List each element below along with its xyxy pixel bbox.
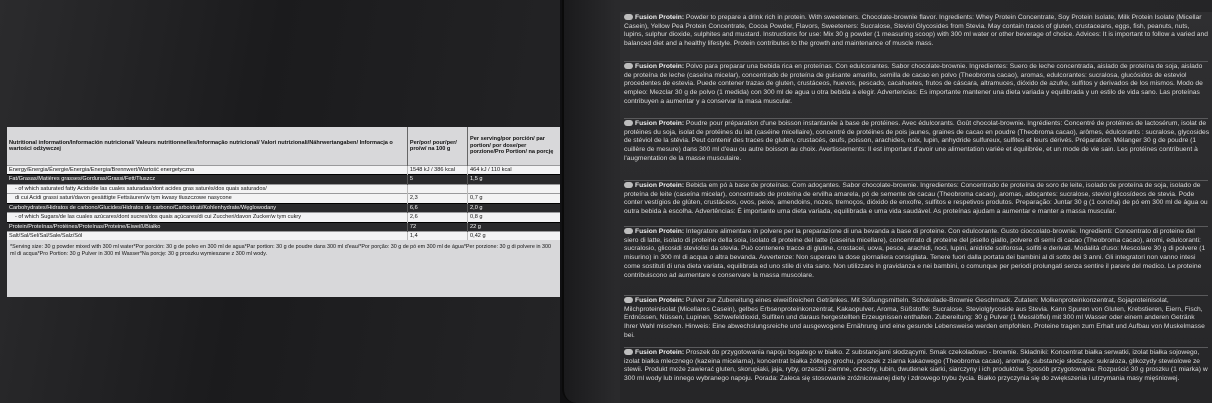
nutrient-label: - of which Sugars/de las cuales azúcares/dont sucres/dos quais açúcares/di cui Zuccheri/davon Zucker/w tym cukry (15, 214, 302, 221)
section-divider (624, 118, 1208, 119)
ingredient-paragraph (624, 120, 1210, 180)
product-name: Fusion Protein: (635, 297, 685, 304)
nutrient-label: di cui Acidi grassi saturi/davon gesättigte Fettsäuren/w tym kwasy tłuszczowe nasycone (15, 195, 232, 202)
nutrient-per100-value: 2,3 (407, 194, 467, 203)
nutrition-rows (7, 166, 560, 241)
country-flag-icon (624, 63, 633, 69)
ingredient-paragraph (624, 349, 1210, 403)
ingredient-text: Pulver zur Zubereitung eines eiweißreichen Getränkes. Mit Süßungsmitteln. Schokolade-Brownie Geschmack. Zutaten: Molkenproteinkonzentrat, Sojaproteinisolat, Milchproteinisolat (Micellares Casein), gelbes Erbsenproteinkonzentrat, Kakaopulver, Aroma, Süßstoffe: Sucralose, Steviolglycoside aus Stevia. Kann Spuren von Gluten, Krebstieren, Eiern, Fisch, Erdnüssen, Nüssen, Lupinen, Schwefeldioxid, Sulfiten und daraus hergestellten Erzeugnissen enthalten. Zubereitung: 30 g Pulver (1 Messlöffel) mit 300 ml Wasser oder einem anderen Getränk Ihrer Wahl mischen. Hinweis: Eine abwechslungsreiche und ausgewogene Ernährung und eine gesunde Lebensweise werden empfohlen. Proteine tragen zum Erhalt und Aufbau von Muskelmasse bei. (624, 297, 1205, 339)
nutrition-row (7, 194, 560, 203)
nutrient-per100-value: 1548 kJ / 386 kcal (407, 166, 467, 175)
product-name: Fusion Protein: (635, 14, 685, 21)
nutrient-label: Carbohydrates/Hidratos de carbono/Glucides/Hidratos de carbono/Carboidrati/Kohlenhydrate/Węglowodany (7, 203, 407, 212)
country-flag-icon (624, 182, 633, 188)
ingredient-paragraph (624, 63, 1210, 117)
nutrient-serving-value: 0,7 g (468, 194, 560, 203)
product-name: Fusion Protein: (635, 120, 685, 127)
nutrition-row (7, 213, 560, 222)
product-name: Fusion Protein: (635, 63, 685, 70)
nutrient-serving-value: 464 kJ / 110 kcal (468, 166, 560, 175)
nutrient-serving-value: 0,42 g (468, 231, 560, 240)
product-name: Fusion Protein: (635, 182, 685, 189)
country-flag-icon (624, 228, 633, 234)
product-name: Fusion Protein: (635, 228, 685, 235)
nutrition-header-serving: Per serving/por porción/ par portion/ por dose/per porzione/Pro Portion/ na porcję (468, 127, 560, 166)
nutrition-header-label: Nutritional information/Información nutricional/ Valeurs nutritionnelles/Informação nutricional/ Valori nutrizionali/Nährwertangaben/ Informacja o wartości odżywczej (9, 139, 393, 152)
section-divider (624, 295, 1208, 296)
nutrient-serving-value: 0,8 g (468, 213, 560, 222)
nutrition-header-per100: Per/por/ pour/per/ pro/w/ na 100 g (407, 127, 467, 166)
ingredient-text: Integratore alimentare in polvere per la preparazione di una bevanda a base di proteine. Con edulcorante. Gusto cioccolato-brownie. Ingredienti: Concentrato di proteine del siero di latte, isolato di proteine della soia, isolato di proteine del latte (caseina micellare), concentrato di proteine del pisello giallo, polvere di semi di cacao (Theobroma cacao), aromi, edulcoranti: sucralosio, glicosidi steviolici da stevia. Può contenere tracce di glutine, crostacei, uova, pesce, arachidi, noci, lupini, anidride solforosa, solfiti e derivati. Modalità d'uso: Mescolare 30 g di polvere (1 misurino) in 300 ml di acqua o altra bevanda. Avvertenze: Non superare la dose giornaliera consigliata. Tenere fuori dalla portata dei bambini al di sotto dei 3 anni. Gli integratori non vanno intesi come sostituti di una dieta variata, equilibrata ed uno stile di vita sano. Non utilizzare in gravidanza e nei bambini, o comunque per periodi prolungati senza sentire il parere del medico. Le proteine contribuiscono ad aumentare e conservare la massa muscolare. (624, 228, 1206, 279)
nutrient-label: Protein/Proteínas/Protéines/Proteínas/Proteine/Eiweiß/Białko (7, 222, 407, 231)
nutrient-serving-value: 2,0 g (468, 203, 560, 212)
nutrient-per100-value: 5 (407, 175, 467, 184)
nutrient-label: Salt/Sal/Sel/Sal/Sale/Salz/Sól (9, 232, 83, 239)
nutrition-row (7, 231, 560, 240)
nutrient-per100-value: 72 (407, 222, 467, 231)
ingredient-paragraph (624, 182, 1210, 226)
ingredient-paragraph (624, 297, 1210, 347)
ingredient-text: Polvo para preparar una bebida rica en proteínas. Con edulcorantes. Sabor chocolate-brownie. Ingredientes: Suero de leche concentrada, aislado de proteína de soja, aislado de proteína de leche (caseína micelar), concentrado de proteína de guisante amarillo, semilla de cacao en polvo (Theobroma cacao), aromas, edulcorantes: sucralosa, glucósidos de esteviol procedentes de estevia. Puede contener trazas de gluten, crustáceos, huevos, pescado, cacahuetes, frutos de cáscara, altramuces, dióxido de azufre, sulfitos y derivados de los mismos. Modo de empleo: Mezclar 30 g de polvo (1 medida) con 300 ml de agua u otra bebida a elegir. Advertencias: Es importante mantener una dieta variada y equilibrada y un estilo de vida sano. Las proteínas contribuyen a aumentar y a conservar la masa muscular. (624, 63, 1203, 105)
nutrient-per100-value: 2,6 (407, 213, 467, 222)
nutrient-label: - of which saturated fatty Acids/de las cuales saturadas/dont acides gras saturés/dos quais saturados/ (15, 185, 267, 192)
nutrient-per100-value (407, 184, 467, 193)
nutrient-per100-value: 1,4 (407, 231, 467, 240)
nutrient-label: Fat/Grasas/Matières grasses/Gorduras/Grassi/Fett/Tłuszcz (7, 175, 407, 184)
nutrient-serving-value: 22 g (468, 222, 560, 231)
section-divider (624, 61, 1208, 62)
ingredient-text: Proszek do przygotowania napoju bogatego w białko. Z substancjami słodzącymi. Smak czekoladowo - brownie. Składniki: Koncentrat białka serwatki, izolat białka sojowego, izolat białka mlecznego (kazeina micelarna), koncentrat białka żółtego grochu, proszek z ziarna kakaowego (Theobroma cacao), aromaty, substancje słodzące: sukraloza, glikozydy stewiolowe ze stewii. Produkt może zawierać gluten, skorupiaki, jaja, ryby, orzeszki ziemne, orzechy, łubin, dwutlenek siarki, siarczyny i ich produktów. Sposób przygotowania: Rozpuścić 30 g proszku (1 miarka) w 300 ml wody lub innego wybranego napoju. Porada: Zaleca się stosowanie zróżnicowanej diety i zdrowego trybu życia. Białko przyczynia się do zwiększenia i utrzymania masy mięśniowej. (624, 349, 1208, 383)
ingredient-text: Bebida em pó à base de proteínas. Com adoçantes. Sabor chocolate-brownie. Ingredientes: Concentrado de proteína de soro de leite, isolado de proteína de soja, isolado de proteína de leite (caseína micelar), concentrado de proteína de ervilha amarela, pó de semente de cacau (Theobroma cacao), aromas, adoçantes: sucralose, steviol glicosídeos de stevia. Pode conter vestígios de glúten, crustáceos, ovos, peixe, amendoins, nozes, tremoços, dióxido de enxofre, sulfitos e respetivos produtos. Preparação: Juntar 30 g (1 concha) de pó em 300 ml de água ou outra bebida à escolha. Advertências: É importante uma dieta variada, equilibrada e uma vida saudável. As proteínas ajudam a aumentar e manter a massa muscular. (624, 182, 1208, 216)
ingredient-paragraph (624, 14, 1210, 61)
nutrient-serving-value (468, 184, 560, 193)
section-divider (624, 347, 1208, 348)
country-flag-icon (624, 297, 633, 303)
product-name: Fusion Protein: (635, 349, 685, 356)
nutrition-row (7, 222, 560, 231)
nutrition-table (7, 127, 560, 297)
country-flag-icon (624, 120, 633, 126)
section-divider (624, 180, 1208, 181)
country-flag-icon (624, 14, 633, 20)
country-flag-icon (624, 349, 633, 355)
nutrition-row (7, 175, 560, 184)
ingredient-text: Poudre pour préparation d'une boisson instantanée à base de protéines. Avec édulcorants. Goût chocolat-brownie. Ingrédients: Concentré de protéines de lactosérum, isolat de protéines du soja, isolat de protéines du lait (caséine micellaire), concentré de protéines de pois jaunes, graines de cacao en poudre (Theobroma cacao), arômes, édulcorants : sucralose, glycosides de stéviol de la stévia. Peut contenir des traces de gluten, crustacés, œufs, poisson, arachides, noix, lupin, anhydride sulfureux, sulfites et leurs dérivés. Préparation: Mélanger 30 g de poudre (1 cuillère de mesure) dans 300 ml d'eau ou autre boisson au choix. Avertissements: Il est important d'avoir une alimentation variée et équilibrée, et un mode de vie sain. Les protéines contribuent à l'augmentation de la masse musculaire. (624, 120, 1210, 162)
section-divider (624, 226, 1208, 227)
nutrition-row (7, 184, 560, 193)
nutrient-serving-value: 1,5 g (468, 175, 560, 184)
nutrient-per100-value: 6,6 (407, 203, 467, 212)
nutrition-row (7, 203, 560, 212)
nutrition-row (7, 166, 560, 175)
serving-footnote: *Serving size: 30 g powder mixed with 300 ml water*Por porción: 30 g de polvo en 300 ml de agua*Par portion: 30 g de poudre dans 300 ml d'eau/*Por porção: 30 g de pó em 300 ml de água*Per porzione: 30 g di polvere in 300 ml di acqua*Pro Portion: 30 g Pulver in 300 ml Wasser*Na porcję: 30 g proszku wymieszane z 300 ml wody. (10, 244, 552, 258)
ingredient-paragraph (624, 228, 1210, 295)
nutrient-label: Energy/Energia/Énergie/Energia/Energia/Brennwert/Wartość energetyczna (9, 167, 195, 173)
ingredient-text: Powder to prepare a drink rich in protein. With sweeteners. Chocolate-brownie flavor. Ingredients: Whey Protein Concentrate, Soy Protein Isolate, Milk Protein Isolate (Micellar Casein), Yellow Pea Protein Concentrate, Cocoa Powder, Flavors, Sweeteners: Sucralose, Steviol Glycosides from Stevia. May contain traces of gluten, crustaceans, eggs, fish, peanuts, nuts, lupins, sulphur dioxide, sulphites and mustard. Instructions for use: Mix 30 g powder (1 measuring scoop) with 300 ml water or other beverage of choice. Advices: It is important to follow a varied and balanced diet and a healthy lifestyle. Protein contributes to the growth and maintenance of muscle mass. (624, 14, 1208, 48)
